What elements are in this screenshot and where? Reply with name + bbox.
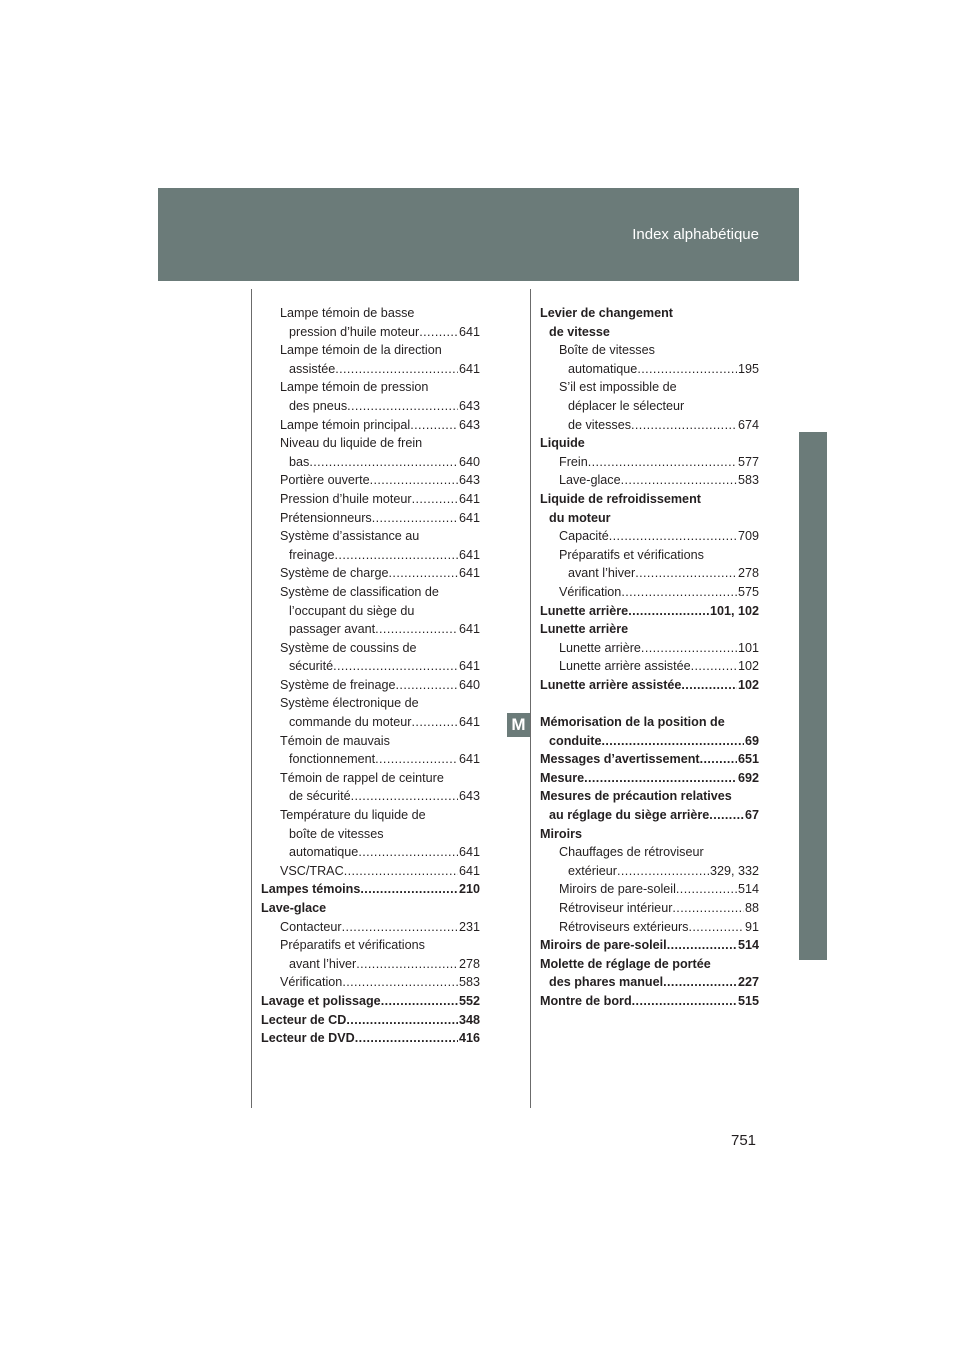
page-reference[interactable]: 641 xyxy=(458,491,480,506)
index-term: l’occupant du siège du xyxy=(289,603,415,618)
index-entry xyxy=(261,509,480,528)
index-entry xyxy=(261,862,480,881)
index-entry xyxy=(261,602,480,621)
page-reference[interactable]: 91 xyxy=(744,919,759,934)
page-reference[interactable]: 515 xyxy=(737,993,759,1008)
index-entry xyxy=(540,453,759,472)
dot-leader xyxy=(389,564,458,583)
index-term: Système de coussins de xyxy=(280,640,417,655)
dot-leader xyxy=(344,862,458,881)
page-reference[interactable]: 709 xyxy=(737,529,759,544)
dot-leader xyxy=(676,880,737,899)
page-reference[interactable]: 641 xyxy=(458,752,480,767)
index-entry xyxy=(540,713,759,732)
index-entry xyxy=(540,509,759,528)
index-term: Prétensionneurs xyxy=(280,510,372,525)
index-entry xyxy=(261,676,480,695)
dot-leader xyxy=(370,471,458,490)
index-term: Lave-glace xyxy=(261,901,327,915)
index-term: Mesure xyxy=(540,770,585,785)
index-term: Lunette arrière assistée xyxy=(540,677,682,692)
dot-leader xyxy=(412,490,458,509)
index-entry xyxy=(540,787,759,806)
page-reference[interactable]: 195 xyxy=(737,361,759,376)
dot-leader xyxy=(621,583,737,602)
index-term: pression d’huile moteur xyxy=(289,324,420,339)
index-term: Température du liquide de xyxy=(280,808,426,823)
index-term: Montre de bord xyxy=(540,993,632,1008)
index-term: Lunette arrière xyxy=(540,603,629,618)
page-reference[interactable]: 641 xyxy=(458,361,480,376)
index-term: sécurité xyxy=(289,659,334,674)
index-term: Chauffages de rétroviseur xyxy=(559,845,704,860)
index-term: extérieur xyxy=(568,863,617,878)
index-term: Mémorisation de la position de xyxy=(540,715,725,730)
dot-leader xyxy=(375,750,458,769)
index-entry xyxy=(261,806,480,825)
index-entry xyxy=(261,899,480,918)
index-entry xyxy=(261,416,480,435)
index-entry xyxy=(261,880,480,899)
page-reference[interactable]: 514 xyxy=(737,882,759,897)
dot-leader xyxy=(346,1011,458,1030)
index-entry xyxy=(540,676,759,695)
index-term: Lampe témoin de la direction xyxy=(280,343,442,358)
dot-leader xyxy=(635,564,737,583)
index-term: Lecteur de CD xyxy=(261,1012,347,1027)
index-entry xyxy=(261,1029,480,1048)
dot-leader xyxy=(641,639,737,658)
index-entry xyxy=(540,936,759,955)
index-term: au réglage du siège arrière xyxy=(549,808,710,823)
page-reference[interactable]: 67 xyxy=(744,808,759,823)
index-entry xyxy=(261,583,480,602)
index-gap xyxy=(540,694,759,713)
index-entry xyxy=(261,694,480,713)
page-reference[interactable]: 583 xyxy=(458,975,480,990)
index-term: du moteur xyxy=(549,510,611,525)
dot-leader xyxy=(355,1029,458,1048)
index-entry xyxy=(540,397,759,416)
index-entry xyxy=(261,323,480,342)
page-reference[interactable]: 674 xyxy=(737,417,759,432)
index-term: Miroirs de pare-soleil xyxy=(559,882,676,897)
page-reference[interactable]: 69 xyxy=(744,733,759,748)
page-reference[interactable]: 231 xyxy=(458,919,480,934)
index-entry xyxy=(540,304,759,323)
index-entry xyxy=(540,583,759,602)
index-term: bas xyxy=(289,454,310,469)
dot-leader xyxy=(667,936,737,955)
dot-leader xyxy=(588,453,737,472)
index-entry xyxy=(261,471,480,490)
page-reference[interactable]: 552 xyxy=(458,993,480,1008)
index-term: freinage xyxy=(289,547,335,562)
dot-leader xyxy=(356,955,458,974)
index-term: fonctionnement xyxy=(289,752,376,767)
index-entry xyxy=(540,955,759,974)
index-term: des pneus xyxy=(289,398,348,413)
index-term: Portière ouverte xyxy=(280,473,370,488)
index-term: Levier de changement xyxy=(540,306,673,320)
index-term: Contacteur xyxy=(280,919,342,934)
index-entry xyxy=(540,880,759,899)
index-term: Vérification xyxy=(559,584,622,599)
dot-leader xyxy=(358,843,458,862)
index-entry xyxy=(540,416,759,435)
index-term: de sécurité xyxy=(289,789,351,804)
index-term: Molette de réglage de portée xyxy=(540,956,711,971)
dot-leader xyxy=(672,899,744,918)
index-entry xyxy=(540,546,759,565)
page-reference[interactable]: 101, 102 xyxy=(709,603,759,618)
index-entry xyxy=(261,639,480,658)
index-term: Niveau du liquide de frein xyxy=(280,436,423,451)
index-term: Liquide de refroidissement xyxy=(540,491,701,506)
dot-leader xyxy=(700,750,737,769)
index-entry xyxy=(261,341,480,360)
index-term: Miroirs xyxy=(540,826,582,841)
index-entry xyxy=(540,806,759,825)
index-term: de vitesse xyxy=(549,324,610,339)
dot-leader xyxy=(375,620,458,639)
dot-leader xyxy=(360,880,458,899)
index-term: avant l’hiver xyxy=(568,566,636,581)
index-entry xyxy=(261,769,480,788)
dot-leader xyxy=(617,862,709,881)
page-reference[interactable]: 643 xyxy=(458,473,480,488)
page-reference[interactable]: 643 xyxy=(458,398,480,413)
page-number: 751 xyxy=(731,1132,757,1149)
index-entry xyxy=(540,843,759,862)
index-entry xyxy=(540,490,759,509)
index-term: Système d’assistance au xyxy=(280,529,420,544)
dot-leader xyxy=(632,992,737,1011)
dot-leader xyxy=(621,471,737,490)
index-term: Témoin de mauvais xyxy=(280,733,390,748)
page-reference[interactable]: 278 xyxy=(458,956,480,971)
dot-leader xyxy=(347,397,458,416)
index-term: Lampe témoin principal xyxy=(280,417,411,432)
index-term: Préparatifs et vérifications xyxy=(559,547,704,562)
index-entry xyxy=(261,564,480,583)
page-reference[interactable]: 416 xyxy=(458,1031,480,1046)
index-term: Lavage et polissage xyxy=(261,993,381,1008)
page-reference[interactable]: 101 xyxy=(737,640,759,655)
page-reference[interactable]: 643 xyxy=(458,789,480,804)
index-entry xyxy=(540,899,759,918)
section-letter-marker: M xyxy=(507,713,530,737)
page-reference[interactable]: 329, 332 xyxy=(709,863,759,878)
index-entry xyxy=(261,992,480,1011)
index-entry xyxy=(261,955,480,974)
dot-leader xyxy=(381,992,458,1011)
page-reference[interactable]: 102 xyxy=(737,677,759,692)
index-term: Système de freinage xyxy=(280,677,396,692)
index-term: boîte de vitesses xyxy=(289,826,384,841)
page-reference[interactable]: 641 xyxy=(458,622,480,637)
dot-leader xyxy=(691,657,737,676)
dot-leader xyxy=(342,973,458,992)
page-reference[interactable]: 641 xyxy=(458,715,480,730)
index-entry xyxy=(261,527,480,546)
index-term: Rétroviseurs extérieurs xyxy=(559,919,689,934)
index-term: Pression d’huile moteur xyxy=(280,491,412,506)
index-entry xyxy=(261,304,480,323)
page-reference[interactable]: 641 xyxy=(458,566,480,581)
index-term: Boîte de vitesses xyxy=(559,343,655,358)
index-term: automatique xyxy=(289,845,359,860)
dot-leader xyxy=(681,676,737,695)
index-term: VSC/TRAC xyxy=(280,863,344,878)
index-term: Lecteur de DVD xyxy=(261,1031,355,1046)
page-reference[interactable]: 640 xyxy=(458,677,480,692)
index-entry xyxy=(261,546,480,565)
index-term: assistée xyxy=(289,361,336,376)
index-term: avant l’hiver xyxy=(289,956,357,971)
index-entry xyxy=(540,769,759,788)
index-entry xyxy=(261,918,480,937)
page-reference[interactable]: 227 xyxy=(737,975,759,990)
index-entry xyxy=(261,397,480,416)
dot-leader xyxy=(584,769,737,788)
index-entry xyxy=(261,936,480,955)
section-title: Index alphabétique xyxy=(632,226,759,243)
index-entry xyxy=(540,732,759,751)
index-term: conduite xyxy=(549,733,602,748)
index-entry xyxy=(261,453,480,472)
page-reference[interactable]: 641 xyxy=(458,863,480,878)
index-term: Système de classification de xyxy=(280,584,439,599)
page-reference[interactable]: 102 xyxy=(737,659,759,674)
index-entry xyxy=(261,657,480,676)
index-term: Rétroviseur intérieur xyxy=(559,901,673,915)
index-entry xyxy=(540,564,759,583)
page-reference[interactable]: 651 xyxy=(737,752,759,767)
index-entry xyxy=(540,862,759,881)
index-entry xyxy=(540,973,759,992)
dot-leader xyxy=(419,323,458,342)
index-term: Lampe témoin de basse xyxy=(280,306,415,320)
index-entry xyxy=(261,434,480,453)
page-reference[interactable]: 348 xyxy=(458,1012,480,1027)
index-term: Lampe témoin de pression xyxy=(280,380,429,395)
index-entry xyxy=(261,750,480,769)
page-reference[interactable]: 641 xyxy=(458,324,480,339)
index-entry xyxy=(261,732,480,751)
index-entry xyxy=(261,620,480,639)
index-entry xyxy=(261,1011,480,1030)
index-column-right xyxy=(540,304,759,1011)
side-thumb-tab xyxy=(799,432,827,960)
index-entry xyxy=(261,787,480,806)
index-term: Lunette arrière assistée xyxy=(559,659,691,674)
index-term: Lunette arrière xyxy=(540,622,629,637)
dot-leader xyxy=(609,527,737,546)
index-entry xyxy=(261,713,480,732)
page-reference[interactable]: 88 xyxy=(744,901,759,915)
index-column-left xyxy=(261,304,480,1048)
dot-leader xyxy=(335,360,458,379)
index-term: Mesures de précaution relatives xyxy=(540,789,732,804)
index-entry xyxy=(540,378,759,397)
index-term: Système électronique de xyxy=(280,696,419,711)
page-reference[interactable]: 583 xyxy=(737,473,759,488)
page-reference[interactable]: 641 xyxy=(458,510,480,525)
index-term: automatique xyxy=(568,361,638,376)
index-term: Messages d’avertissement xyxy=(540,752,700,767)
page-reference[interactable]: 641 xyxy=(458,659,480,674)
index-term: Lunette arrière xyxy=(559,640,641,655)
dot-leader xyxy=(601,732,744,751)
dot-leader xyxy=(309,453,458,472)
index-term: Témoin de rappel de ceinture xyxy=(280,770,444,785)
index-term: de vitesses xyxy=(568,417,631,432)
index-entry xyxy=(540,471,759,490)
index-term: Miroirs de pare-soleil xyxy=(540,938,667,953)
dot-leader xyxy=(396,676,458,695)
index-term: Lampes témoins xyxy=(261,882,361,897)
index-entry xyxy=(540,602,759,621)
index-term: déplacer le sélecteur xyxy=(568,398,685,413)
dot-leader xyxy=(637,360,737,379)
index-term: Frein xyxy=(559,454,588,469)
index-entry xyxy=(540,620,759,639)
index-term: Système de charge xyxy=(280,566,389,581)
index-entry xyxy=(540,825,759,844)
index-term: Lave-glace xyxy=(559,473,621,488)
index-entry xyxy=(540,750,759,769)
index-entry xyxy=(540,360,759,379)
index-entry xyxy=(540,657,759,676)
page-reference[interactable]: 278 xyxy=(737,566,759,581)
index-entry xyxy=(540,639,759,658)
index-term: passager avant xyxy=(289,622,376,637)
center-rule xyxy=(530,289,531,1108)
dot-leader xyxy=(335,546,458,565)
dot-leader xyxy=(410,416,458,435)
page-reference[interactable]: 692 xyxy=(737,770,759,785)
page-reference[interactable]: 641 xyxy=(458,547,480,562)
index-entry xyxy=(261,490,480,509)
page-reference[interactable]: 641 xyxy=(458,845,480,860)
dot-leader xyxy=(333,657,458,676)
index-entry xyxy=(540,434,759,453)
index-term: Préparatifs et vérifications xyxy=(280,938,425,953)
page-reference[interactable]: 640 xyxy=(458,454,480,469)
index-entry xyxy=(261,360,480,379)
page-reference[interactable]: 643 xyxy=(458,417,480,432)
page-reference[interactable]: 210 xyxy=(458,882,480,897)
page-reference[interactable]: 577 xyxy=(737,454,759,469)
dot-leader xyxy=(688,918,744,937)
index-term: commande du moteur xyxy=(289,715,412,730)
left-rule xyxy=(251,289,252,1108)
dot-leader xyxy=(709,806,744,825)
index-entry xyxy=(540,918,759,937)
index-entry xyxy=(540,341,759,360)
index-term: des phares manuel xyxy=(549,975,664,990)
dot-leader xyxy=(628,602,709,621)
page-reference[interactable]: 514 xyxy=(737,938,759,953)
index-entry xyxy=(540,323,759,342)
index-term: Capacité xyxy=(559,529,609,544)
index-term: Vérification xyxy=(280,975,343,990)
index-entry xyxy=(261,843,480,862)
header-band xyxy=(158,188,799,281)
dot-leader xyxy=(372,509,458,528)
index-term: Liquide xyxy=(540,436,585,451)
dot-leader xyxy=(631,416,737,435)
index-entry xyxy=(540,527,759,546)
page-reference[interactable]: 575 xyxy=(737,584,759,599)
index-entry xyxy=(261,378,480,397)
dot-leader xyxy=(663,973,737,992)
index-entry xyxy=(261,973,480,992)
dot-leader xyxy=(412,713,458,732)
dot-leader xyxy=(342,918,458,937)
index-entry xyxy=(261,825,480,844)
dot-leader xyxy=(351,787,458,806)
index-term: S’il est impossible de xyxy=(559,380,677,395)
index-entry xyxy=(540,992,759,1011)
